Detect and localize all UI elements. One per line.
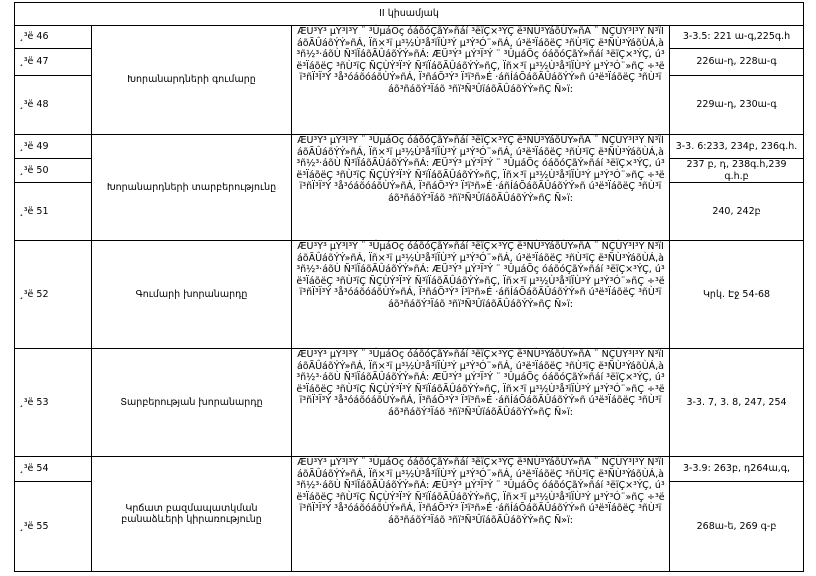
topic-cell: Գումարի խորանարդը — [92, 241, 292, 349]
lesson-plan-table — [14, 2, 804, 572]
table-row — [15, 349, 804, 457]
lesson-label: ¸³ë 48 — [15, 76, 92, 135]
exercise-ref: 240, 242բ — [670, 183, 804, 241]
exercise-ref: Կրկ. Էջ 54-68 — [670, 241, 804, 349]
exercise-ref: 226ա-դ, 228ա-գ — [670, 49, 804, 76]
topic-cell: Կրճատ բազմապատկման բանաձևերի կիրառությունը — [92, 457, 292, 572]
exercise-ref: 3-3. 7, 3. 8, 247, 254 — [670, 349, 804, 457]
lesson-label: ¸³ë 49 — [15, 135, 92, 159]
exercise-ref: 3-3. 6:233, 234բ, 236գ.հ. — [670, 135, 804, 159]
exercise-ref: 268ա-ե, 269 գ-բ — [670, 482, 804, 572]
table-header-row — [15, 3, 804, 26]
lesson-description: ÆÜ³Ý³ µÝ³Ï³Ý ¨ ³ÛµáÕç óáõóÇãÝ»ñáí ³ëïÇ×³ÝÇ ë³ÑÙ³ÝáõÙÝ»ñÁ ¨ ÑÇÙÝ³Ï³Ý Ñ³ïÏáõÃÛáõÝÝ»ñÁ, Ïñ×³ï µ³½Ù³å³ïÏÙ³Ý µ³Ý³Ó¨»ñÁ, ú³ë³ÏáõëÇ ³ñÙ³ïÇ ë³ÑÙ³ÝáõÙÁ,à³ñ½³·áõÙ Ñ³ïÏáõÃÛáõÝÝ»ñÁ: ÆÜ³Ý³ µÝ³Ï³Ý ¨ ³ÛµáÕç óáõóÇãÝ»ñáí ³ëïÇ×³ÝÇ, ú³ë³ÏáõëÇ ³ñÙ³ïÇ ÑÇÙÝ³Ï³Ý Ñ³ïÏáõÃÛáõÝÝ»ñÇ, Ïñ×³ï µ³½Ù³å³ïÏÙ³Ý µ³Ý³Ó¨»ñÇ ÷³ëï³ñÏ³Ï³Ý ³å³óáõóáõÙÝ»ñÁ, Ï³ñáÕ³Ý³ Ï³ï³ñ»É ·áñÍáÕáõÃÛáõÝÝ»ñ ú³ë³ÏáõëÇ ³ñÙ³ï áõ³ñáõÝ³Ïáõ ³ñï³Ñ³ÛïáõÃÛáõÝÝ»ñÇ Ñ»ï: — [292, 349, 670, 457]
lesson-label: ¸³ë 47 — [15, 49, 92, 76]
topic-cell: Տարբերության խորանարդը — [92, 349, 292, 457]
exercise-ref: 229ա-դ, 230ա-գ — [670, 76, 804, 135]
semester-header: II կիսամյակ — [15, 3, 804, 26]
lesson-label: ¸³ë 54 — [15, 457, 92, 482]
exercise-ref: 3-3.9: 263բ, դ264ա,գ, — [670, 457, 804, 482]
lesson-label: ¸³ë 51 — [15, 183, 92, 241]
lesson-label: ¸³ë 53 — [15, 349, 92, 457]
table-row — [15, 26, 804, 49]
lesson-description: ÆÜ³Ý³ µÝ³Ï³Ý ¨ ³ÛµáÕç óáõóÇãÝ»ñáí ³ëïÇ×³ÝÇ ë³ÑÙ³ÝáõÙÝ»ñÁ ¨ ÑÇÙÝ³Ï³Ý Ñ³ïÏáõÃÛáõÝÝ»ñÁ, Ïñ×³ï µ³½Ù³å³ïÏÙ³Ý µ³Ý³Ó¨»ñÁ, ú³ë³ÏáõëÇ ³ñÙ³ïÇ ë³ÑÙ³ÝáõÙÁ,à³ñ½³·áõÙ Ñ³ïÏáõÃÛáõÝÝ»ñÁ: ÆÜ³Ý³ µÝ³Ï³Ý ¨ ³ÛµáÕç óáõóÇãÝ»ñáí ³ëïÇ×³ÝÇ, ú³ë³ÏáõëÇ ³ñÙ³ïÇ ÑÇÙÝ³Ï³Ý Ñ³ïÏáõÃÛáõÝÝ»ñÇ, Ïñ×³ï µ³½Ù³å³ïÏÙ³Ý µ³Ý³Ó¨»ñÇ ÷³ëï³ñÏ³Ï³Ý ³å³óáõóáõÙÝ»ñÁ, Ï³ñáÕ³Ý³ Ï³ï³ñ»É ·áñÍáÕáõÃÛáõÝÝ»ñ ú³ë³ÏáõëÇ ³ñÙ³ï áõ³ñáõÝ³Ïáõ ³ñï³Ñ³ÛïáõÃÛáõÝÝ»ñÇ Ñ»ï: — [292, 135, 670, 241]
lesson-description: ÆÜ³Ý³ µÝ³Ï³Ý ¨ ³ÛµáÕç óáõóÇãÝ»ñáí ³ëïÇ×³ÝÇ ë³ÑÙ³ÝáõÙÝ»ñÁ ¨ ÑÇÙÝ³Ï³Ý Ñ³ïÏáõÃÛáõÝÝ»ñÁ, Ïñ×³ï µ³½Ù³å³ïÏÙ³Ý µ³Ý³Ó¨»ñÁ, ú³ë³ÏáõëÇ ³ñÙ³ïÇ ë³ÑÙ³ÝáõÙÁ,à³ñ½³·áõÙ Ñ³ïÏáõÃÛáõÝÝ»ñÁ: ÆÜ³Ý³ µÝ³Ï³Ý ¨ ³ÛµáÕç óáõóÇãÝ»ñáí ³ëïÇ×³ÝÇ, ú³ë³ÏáõëÇ ³ñÙ³ïÇ ÑÇÙÝ³Ï³Ý Ñ³ïÏáõÃÛáõÝÝ»ñÇ, Ïñ×³ï µ³½Ù³å³ïÏÙ³Ý µ³Ý³Ó¨»ñÇ ÷³ëï³ñÏ³Ï³Ý ³å³óáõóáõÙÝ»ñÁ, Ï³ñáÕ³Ý³ Ï³ï³ñ»É ·áñÍáÕáõÃÛáõÝÝ»ñ ú³ë³ÏáõëÇ ³ñÙ³ï áõ³ñáõÝ³Ïáõ ³ñï³Ñ³ÛïáõÃÛáõÝÝ»ñÇ Ñ»ï: — [292, 241, 670, 349]
lesson-label: ¸³ë 50 — [15, 159, 92, 183]
lesson-label: ¸³ë 46 — [15, 26, 92, 49]
exercise-ref: 3-3.5: 221 ա-գ,225գ.հ — [670, 26, 804, 49]
lesson-label: ¸³ë 52 — [15, 241, 92, 349]
topic-cell: Խորանարդների գումարը — [92, 26, 292, 135]
lesson-description: ÆÜ³Ý³ µÝ³Ï³Ý ¨ ³ÛµáÕç óáõóÇãÝ»ñáí ³ëïÇ×³ÝÇ ë³ÑÙ³ÝáõÙÝ»ñÁ ¨ ÑÇÙÝ³Ï³Ý Ñ³ïÏáõÃÛáõÝÝ»ñÁ, Ïñ×³ï µ³½Ù³å³ïÏÙ³Ý µ³Ý³Ó¨»ñÁ, ú³ë³ÏáõëÇ ³ñÙ³ïÇ ë³ÑÙ³ÝáõÙÁ,à³ñ½³·áõÙ Ñ³ïÏáõÃÛáõÝÝ»ñÁ: ÆÜ³Ý³ µÝ³Ï³Ý ¨ ³ÛµáÕç óáõóÇãÝ»ñáí ³ëïÇ×³ÝÇ, ú³ë³ÏáõëÇ ³ñÙ³ïÇ ÑÇÙÝ³Ï³Ý Ñ³ïÏáõÃÛáõÝÝ»ñÇ, Ïñ×³ï µ³½Ù³å³ïÏÙ³Ý µ³Ý³Ó¨»ñÇ ÷³ëï³ñÏ³Ï³Ý ³å³óáõóáõÙÝ»ñÁ, Ï³ñáÕ³Ý³ Ï³ï³ñ»É ·áñÍáÕáõÃÛáõÝÝ»ñ ú³ë³ÏáõëÇ ³ñÙ³ï áõ³ñáõÝ³Ïáõ ³ñï³Ñ³ÛïáõÃÛáõÝÝ»ñÇ Ñ»ï: — [292, 457, 670, 572]
table-row — [15, 457, 804, 482]
exercise-ref: 237 բ, դ, 238գ.հ,239 գ.հ.բ — [670, 159, 804, 183]
table-row — [15, 241, 804, 349]
lesson-description: ÆÜ³Ý³ µÝ³Ï³Ý ¨ ³ÛµáÕç óáõóÇãÝ»ñáí ³ëïÇ×³ÝÇ ë³ÑÙ³ÝáõÙÝ»ñÁ ¨ ÑÇÙÝ³Ï³Ý Ñ³ïÏáõÃÛáõÝÝ»ñÁ, Ïñ×³ï µ³½Ù³å³ïÏÙ³Ý µ³Ý³Ó¨»ñÁ, ú³ë³ÏáõëÇ ³ñÙ³ïÇ ë³ÑÙ³ÝáõÙÁ,à³ñ½³·áõÙ Ñ³ïÏáõÃÛáõÝÝ»ñÁ: ÆÜ³Ý³ µÝ³Ï³Ý ¨ ³ÛµáÕç óáõóÇãÝ»ñáí ³ëïÇ×³ÝÇ, ú³ë³ÏáõëÇ ³ñÙ³ïÇ ÑÇÙÝ³Ï³Ý Ñ³ïÏáõÃÛáõÝÝ»ñÇ, Ïñ×³ï µ³½Ù³å³ïÏÙ³Ý µ³Ý³Ó¨»ñÇ ÷³ëï³ñÏ³Ï³Ý ³å³óáõóáõÙÝ»ñÁ, Ï³ñáÕ³Ý³ Ï³ï³ñ»É ·áñÍáÕáõÃÛáõÝÝ»ñ ú³ë³ÏáõëÇ ³ñÙ³ï áõ³ñáõÝ³Ïáõ ³ñï³Ñ³ÛïáõÃÛáõÝÝ»ñÇ Ñ»ï: — [292, 26, 670, 135]
table-row — [15, 135, 804, 159]
lesson-label: ¸³ë 55 — [15, 482, 92, 572]
topic-cell: Խորանարդների տարբերությունը — [92, 135, 292, 241]
